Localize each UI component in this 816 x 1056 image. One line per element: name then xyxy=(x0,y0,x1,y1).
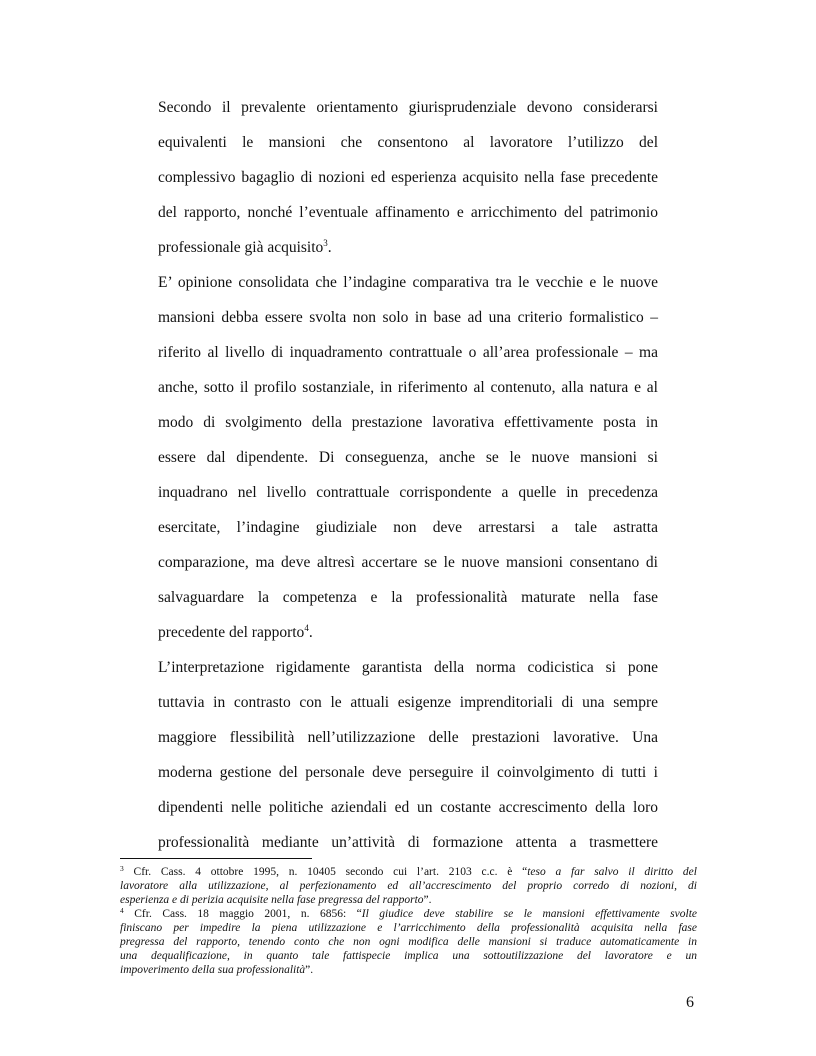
footnote-4-line: finiscano per impedire la piena utilizzazione e l’arricchimento della professionalità acquisita nella fase xyxy=(120,922,697,934)
body-line: anche, sotto il profilo sostanziale, in riferimento al contenuto, alla natura e al xyxy=(158,379,658,396)
footnote-quote: teso a far salvo il diritto del xyxy=(527,866,697,878)
footnote-4-line xyxy=(120,963,697,977)
body-text xyxy=(158,90,658,860)
footnote-3-line: lavoratore alla utilizzazione, al perfezionamento ed all’accrescimento del proprio corredo di nozioni, di xyxy=(120,880,697,892)
body-line: esercitate, l’indagine giudiziale non deve arrestarsi a tale astratta xyxy=(158,519,658,536)
body-line: essere dal dipendente. Di conseguenza, anche se le nuove mansioni si xyxy=(158,449,658,466)
footnote-4-line: pregressa del rapporto, tenendo conto che non ogni modifica delle mansioni si traduce automaticamente in xyxy=(120,936,697,948)
body-line: dipendenti nelle politiche aziendali ed un costante accrescimento della loro xyxy=(158,799,658,816)
body-line: comparazione, ma deve altresì accertare se le nuove mansioni consentano di xyxy=(158,554,658,571)
period: . xyxy=(308,624,313,641)
footnote-quote: esperienza e di perizia acquisite nella fase pregressa del rapporto xyxy=(120,894,424,906)
body-line: complessivo bagaglio di nozioni ed esperienza acquisito nella fase precedente xyxy=(158,169,658,186)
body-line: Secondo il prevalente orientamento giurisprudenziale devono considerarsi xyxy=(158,99,658,116)
body-text-fragment: professionale già acquisito xyxy=(158,239,324,256)
footnote-text: ”. xyxy=(423,894,432,906)
footnote-4-line: una dequalificazione, in quanto tale fattispecie implica una sottoutilizzazione del lavoratore e un xyxy=(120,950,697,962)
footnote-4-line xyxy=(120,907,697,921)
footnote-3-line xyxy=(120,865,697,879)
footnote-separator xyxy=(120,858,312,859)
footnote-ref-4: 4 xyxy=(304,623,309,633)
body-line: mansioni debba essere svolta non solo in base ad una criterio formalistico – xyxy=(158,309,658,326)
body-line: riferito al livello di inquadramento contrattuale o all’area professionale – ma xyxy=(158,344,658,361)
body-line: tuttavia in contrasto con le attuali esigenze imprenditoriali di una sempre xyxy=(158,694,658,711)
body-line: moderna gestione del personale deve perseguire il coinvolgimento di tutti i xyxy=(158,764,658,781)
footnote-3-line xyxy=(120,893,697,907)
footnote-quote: Il giudice deve stabilire se le mansioni effettivamente svolte xyxy=(361,908,697,920)
body-line: modo di svolgimento della prestazione lavorativa effettivamente posta in xyxy=(158,414,658,431)
footnote-ref-3: 3 xyxy=(323,238,328,248)
body-line: salvaguardare la competenza e la professionalità maturate nella fase xyxy=(158,589,658,606)
footnote-number-3: 3 xyxy=(120,864,124,873)
body-line: del rapporto, nonché l’eventuale affinamento e arricchimento del patrimonio xyxy=(158,204,658,221)
body-line xyxy=(158,615,658,650)
page-number: 6 xyxy=(686,994,694,1011)
footnote-text: ”. xyxy=(305,964,314,976)
footnotes xyxy=(120,865,697,977)
body-line: L’interpretazione rigidamente garantista della norma codicistica si pone xyxy=(158,659,658,676)
body-line: maggiore flessibilità nell’utilizzazione delle prestazioni lavorative. Una xyxy=(158,729,658,746)
body-line: E’ opinione consolidata che l’indagine comparativa tra le vecchie e le nuove xyxy=(158,274,658,291)
body-line: equivalenti le mansioni che consentono al lavoratore l’utilizzo del xyxy=(158,134,658,151)
body-text-fragment: precedente del rapporto xyxy=(158,624,305,641)
body-line xyxy=(158,230,658,265)
body-line: professionalità mediante un’attività di formazione attenta a trasmettere xyxy=(158,834,658,851)
footnote-quote: impoverimento della sua professionalità xyxy=(120,964,306,976)
period: . xyxy=(327,239,332,256)
footnote-text: Cfr. Cass. 4 ottobre 1995, n. 10405 secondo cui l’art. 2103 c.c. è “ xyxy=(123,866,528,878)
footnote-number-4: 4 xyxy=(120,906,124,915)
body-line: inquadrano nel livello contrattuale corrispondente a quelle in precedenza xyxy=(158,484,658,501)
footnote-text: Cfr. Cass. 18 maggio 2001, n. 6856: “ xyxy=(123,908,362,920)
